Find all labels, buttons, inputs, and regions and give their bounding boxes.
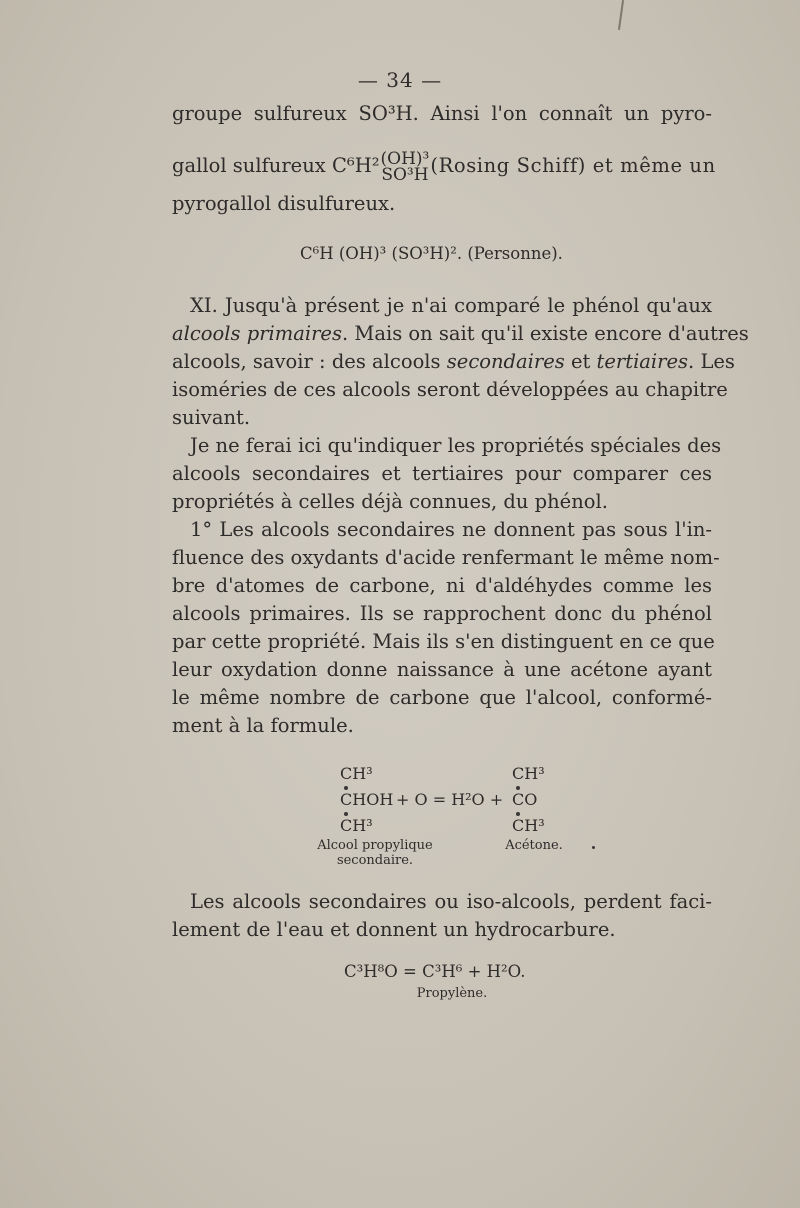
text-fragment: et — [564, 350, 597, 373]
reaction-middle: + O = H²O + — [396, 790, 504, 809]
fraction-top: (OH)³ — [380, 148, 430, 169]
text-fragment: . Mais on sait qu'il existe encore d'autres — [341, 322, 749, 345]
bond-dot — [516, 786, 520, 790]
italic-text: tertiaires — [596, 350, 689, 373]
reaction-right-bottom: CH³ — [512, 816, 545, 835]
text-line: propriétés à celles déjà connues, du phénol. — [172, 490, 608, 513]
text-line: lement de l'eau et donnent un hydrocarbure. — [172, 918, 616, 941]
text-line: isoméries de ces alcools seront développées au chapitre — [172, 378, 728, 401]
italic-text: alcools primaires — [172, 322, 342, 345]
caption-alcool-propylique — [300, 838, 450, 868]
text-line: fluence des oxydants d'acide renfermant le même nom- — [172, 546, 720, 569]
reaction-left-bottom: CH³ — [340, 816, 373, 835]
structural-fraction — [380, 148, 430, 185]
text-line: suivant. — [172, 406, 251, 429]
caption-line: secondaire. — [336, 853, 414, 868]
text-line — [172, 348, 735, 376]
text-line: Les alcools secondaires ou iso-alcools, perdent faci- — [190, 890, 712, 913]
text-line: Je ne ferai ici qu'indiquer les propriétés spéciales des — [190, 434, 722, 457]
text-fragment: . Les — [688, 350, 735, 373]
text-line: par cette propriété. Mais ils s'en distinguent en ce que — [172, 630, 715, 653]
formula-personne: C⁶H (OH)³ (SO³H)². (Personne). — [300, 244, 563, 263]
text-line: bre d'atomes de carbone, ni d'aldéhydes comme les — [172, 574, 712, 597]
page-crease — [618, 0, 624, 30]
text-line: pyrogallol disulfureux. — [172, 192, 396, 215]
text-line: groupe sulfureux SO³H. Ainsi l'on connaît un pyro- — [172, 102, 712, 125]
speck — [592, 846, 595, 849]
text-line: leur oxydation donne naissance à une acétone ayant — [172, 658, 712, 681]
text-line: le même nombre de carbone que l'alcool, conformé- — [172, 686, 712, 709]
reaction-right-mid: CO — [512, 790, 538, 809]
text-line: XI. Jusqu'à présent je n'ai comparé le phénol qu'aux — [190, 294, 712, 317]
reaction-left-top: CH³ — [340, 764, 373, 783]
text-line — [172, 320, 749, 348]
text-line: alcools secondaires et tertiaires pour comparer ces — [172, 462, 712, 485]
text-line: ment à la formule. — [172, 714, 354, 737]
bond-dot — [344, 786, 348, 790]
caption-propylene: Propylène. — [416, 986, 488, 1001]
text-line: alcools primaires. Ils se rapprochent donc du phénol — [172, 602, 712, 625]
text-line: 1° Les alcools secondaires ne donnent pas sous l'in- — [190, 518, 712, 541]
caption-acetone: Acétone. — [505, 838, 563, 853]
text-line-with-formula — [172, 146, 716, 186]
page-number: — 34 — — [357, 68, 443, 92]
text-fragment: gallol sulfureux C⁶H² — [172, 154, 380, 177]
fraction-bottom: SO³H — [381, 164, 429, 185]
text-fragment: alcools, savoir : des alcools — [172, 350, 447, 373]
italic-text: secondaires — [446, 350, 565, 373]
reaction-right-top: CH³ — [512, 764, 545, 783]
formula-propylene: C³H⁸O = C³H⁶ + H²O. — [344, 962, 526, 981]
caption-line: Alcool propylique — [317, 838, 433, 853]
text-fragment: (Rosing Schiff) et même un — [430, 154, 716, 177]
reaction-left-mid: CHOH — [340, 790, 394, 809]
